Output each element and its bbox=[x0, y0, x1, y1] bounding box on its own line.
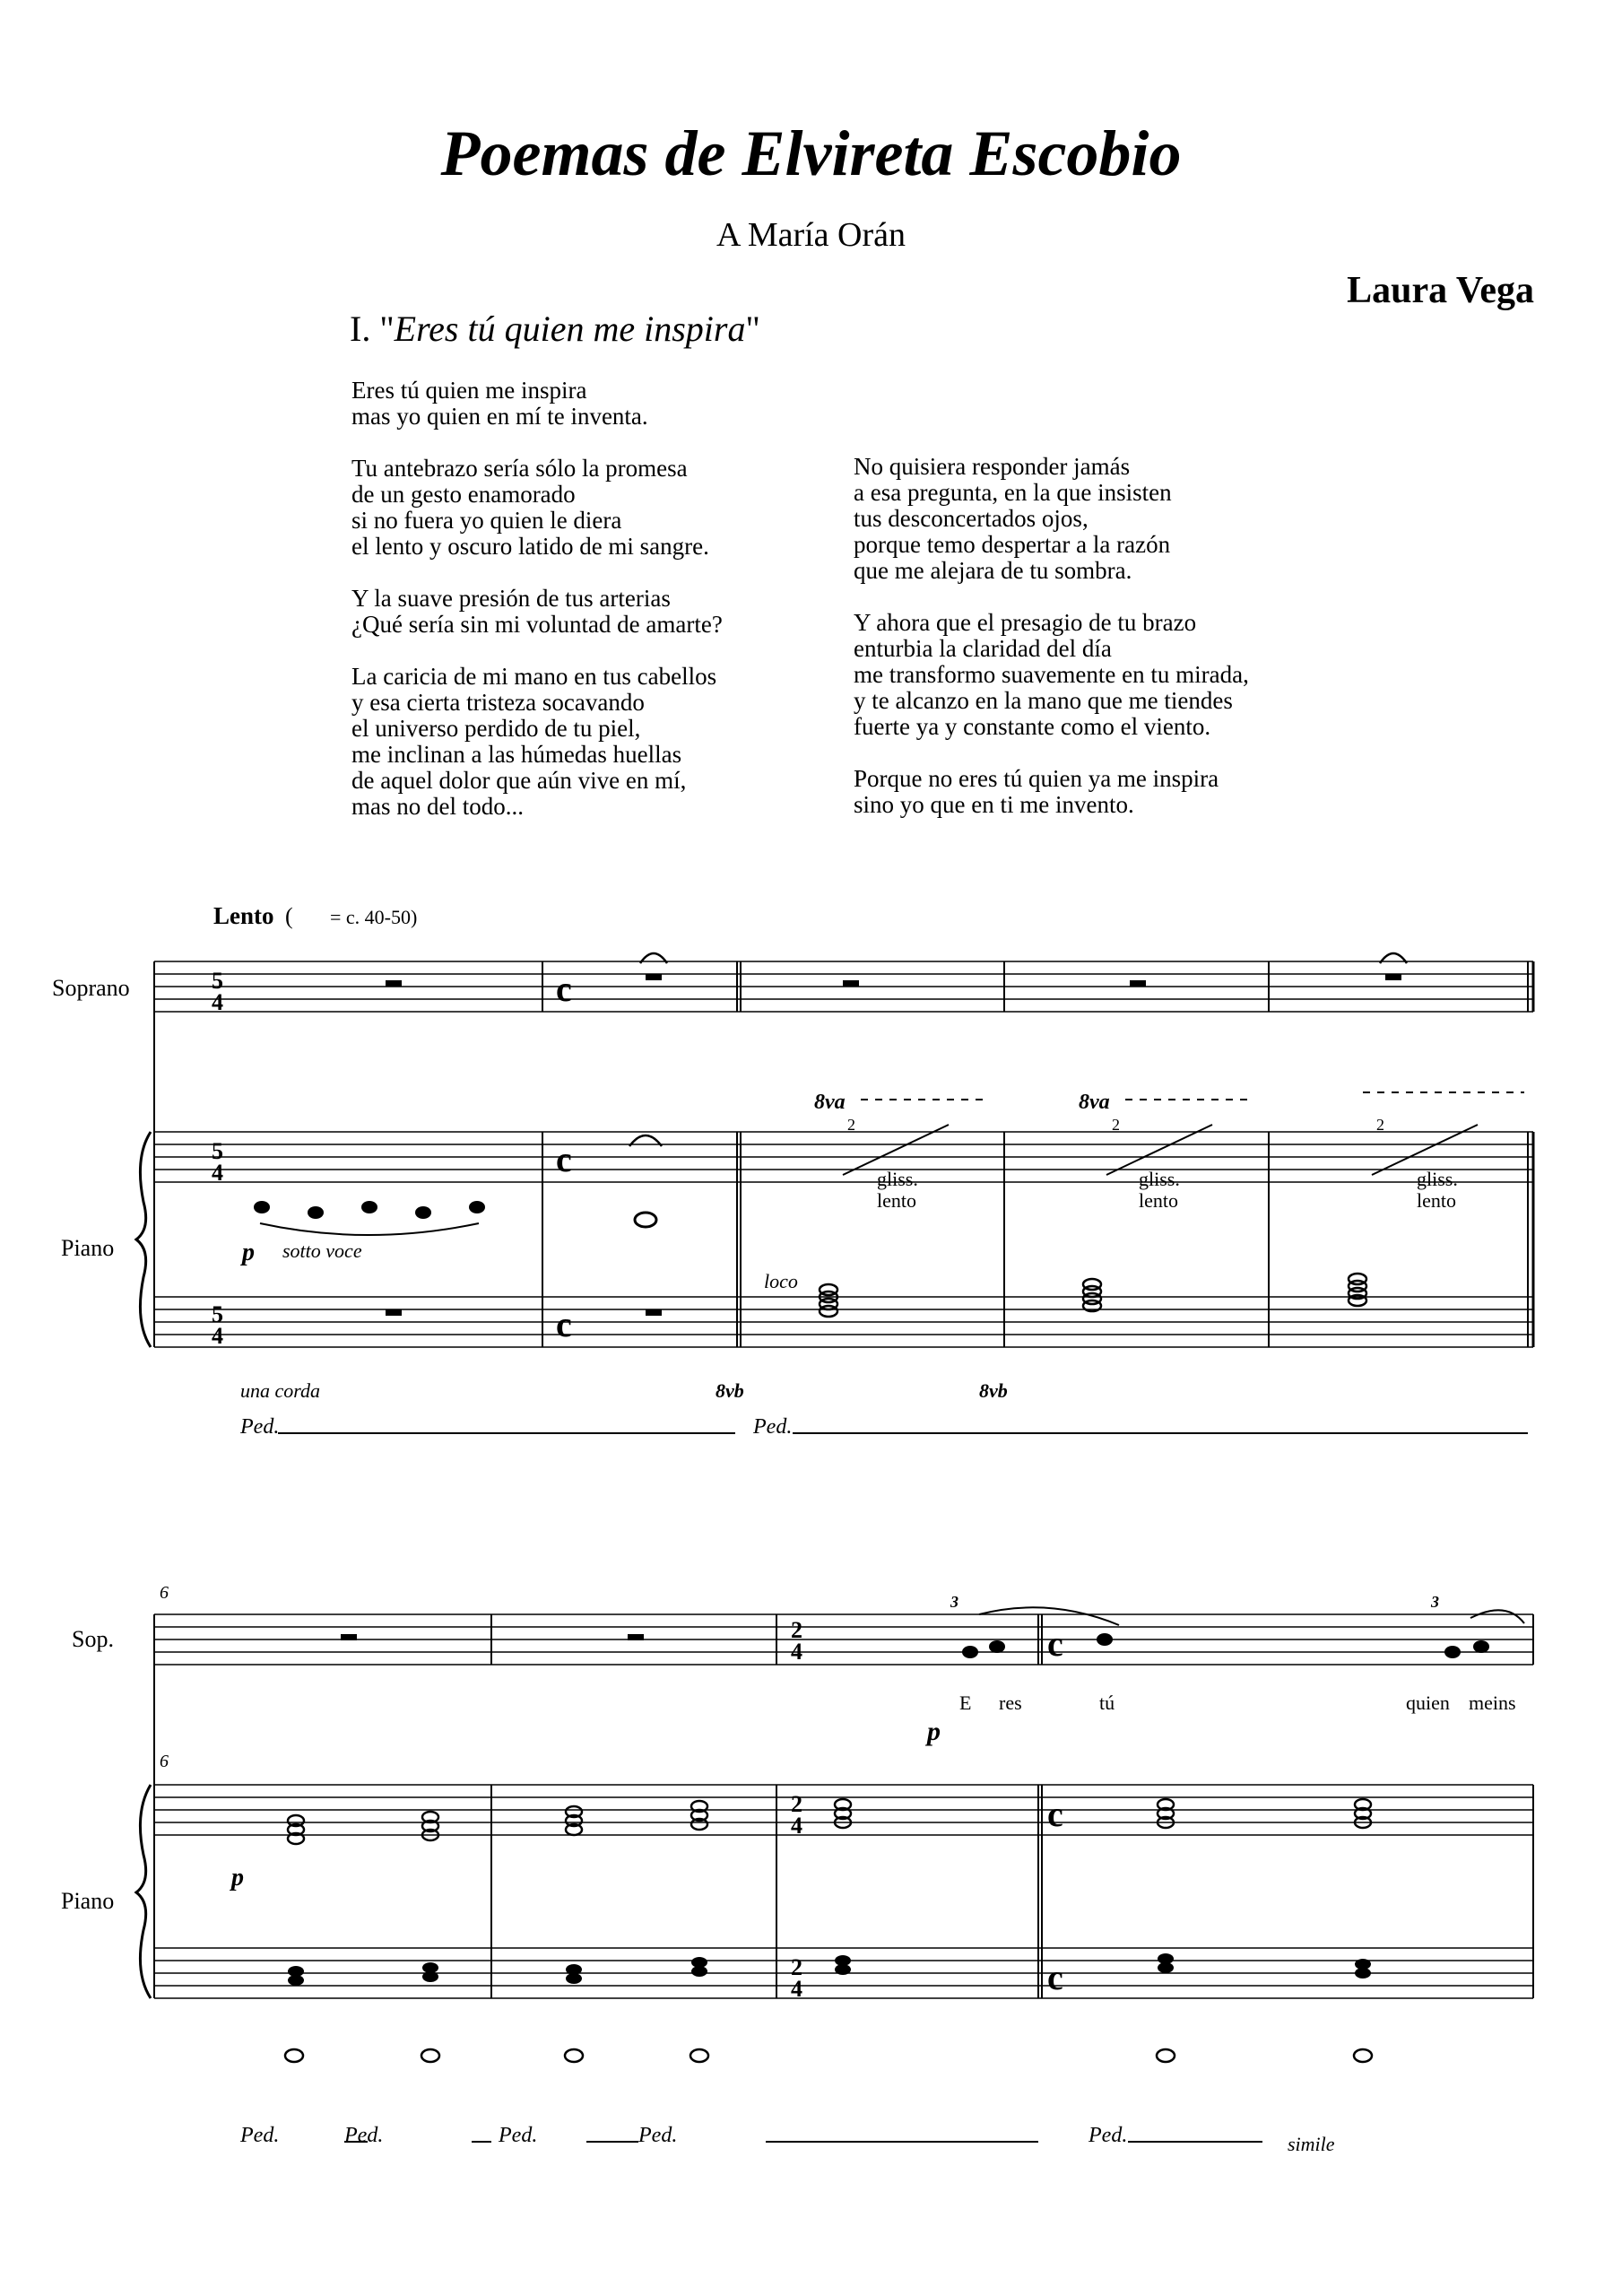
poem-line: enturbia la claridad del día bbox=[854, 635, 1112, 662]
ped-mark-1: Ped. bbox=[240, 1415, 280, 1439]
song-title-close-quote: " bbox=[745, 309, 760, 349]
whole-rest bbox=[646, 974, 662, 980]
poem-line: de aquel dolor que aún vive en mí, bbox=[351, 767, 687, 794]
whole-rest bbox=[386, 980, 402, 987]
low-half-note bbox=[285, 2049, 303, 2062]
ped-mark-3: Ped. bbox=[240, 2124, 280, 2147]
lento-m3: lento bbox=[877, 1189, 916, 1212]
piano-lh-time-sig-num: 5 bbox=[212, 1301, 223, 1327]
common-time-lh-2: c bbox=[1047, 1957, 1063, 1997]
song-title: Eres tú quien me inspira bbox=[394, 309, 746, 349]
whole-rest bbox=[628, 1634, 644, 1640]
poem-line: Porque no eres tú quien ya me inspira bbox=[854, 765, 1219, 792]
bass-note bbox=[422, 1971, 438, 1982]
ped-mark-2: Ped. bbox=[753, 1415, 793, 1439]
whole-rest bbox=[386, 1309, 402, 1316]
bass-note bbox=[835, 1964, 851, 1975]
poem-line: me inclinan a las húmedas huellas bbox=[351, 741, 682, 768]
poem-line: No quisiera responder jamás bbox=[854, 453, 1131, 480]
poem-line: y te alcanzo en la mano que me tiendes bbox=[854, 687, 1233, 714]
ped-mark-4: Ped. bbox=[344, 2124, 384, 2147]
gliss-m5: gliss. bbox=[1417, 1168, 1458, 1190]
melody-note bbox=[989, 1640, 1005, 1653]
poem-line: si no fuera yo quien le diera bbox=[351, 507, 622, 534]
whole-rest bbox=[646, 1309, 662, 1316]
bass-note bbox=[1355, 1968, 1371, 1979]
poem-line: Y la suave presión de tus arterias bbox=[351, 585, 671, 612]
poem-line: fuerte ya y constante como el viento. bbox=[854, 713, 1211, 740]
low-half-note bbox=[565, 2049, 583, 2062]
ped-mark-7: Ped. bbox=[1089, 2124, 1128, 2147]
melody-note bbox=[1097, 1633, 1113, 1646]
tempo-open-paren: ( bbox=[285, 903, 293, 929]
melody-note bbox=[962, 1646, 978, 1658]
ottava-bassa-m4: 8vb bbox=[979, 1379, 1008, 1402]
poem-line: que me alejara de tu sombra. bbox=[854, 557, 1132, 584]
ped-mark-5: Ped. bbox=[499, 2124, 538, 2147]
lyric-syllable-3: tú bbox=[1099, 1692, 1115, 1714]
page-title: Poemas de Elvireta Escobio bbox=[440, 117, 1182, 189]
common-time-lh: c bbox=[556, 1304, 572, 1344]
dynamic-p: p bbox=[242, 1239, 255, 1266]
time-sig-2-4-den: 4 bbox=[791, 1639, 802, 1665]
melody-note bbox=[1444, 1646, 1461, 1658]
dedication: A María Orán bbox=[716, 216, 906, 254]
bass-note bbox=[288, 1975, 304, 1986]
low-half-note bbox=[690, 2049, 708, 2062]
low-half-note bbox=[1354, 2049, 1372, 2062]
lh-time-sig-2-4-num: 2 bbox=[791, 1954, 802, 1980]
lyric-syllable-5: meins bbox=[1469, 1692, 1516, 1714]
lento-m4: lento bbox=[1139, 1189, 1178, 1212]
lyric-syllable-4: quien bbox=[1406, 1692, 1450, 1714]
poem-line: porque temo despertar a la razón bbox=[854, 531, 1171, 558]
bass-note bbox=[691, 1966, 707, 1977]
tempo-value: = c. 40-50) bbox=[330, 906, 418, 928]
poem-line: La caricia de mi mano en tus cabellos bbox=[351, 663, 717, 690]
poem-line: de un gesto enamorado bbox=[351, 481, 576, 508]
low-half-note bbox=[1157, 2049, 1175, 2062]
time-sig-den: 4 bbox=[212, 989, 223, 1015]
gliss-m4: gliss. bbox=[1139, 1168, 1180, 1190]
composer-name: Laura Vega bbox=[1347, 270, 1534, 311]
ottava-m4: 8va bbox=[1079, 1091, 1110, 1114]
whole-rest bbox=[341, 1634, 357, 1640]
time-sig-2-4-num: 2 bbox=[791, 1617, 802, 1643]
low-half-note bbox=[421, 2049, 439, 2062]
time-sig-num: 5 bbox=[212, 968, 223, 994]
ottava-bassa-m3: 8vb bbox=[716, 1379, 744, 1402]
tempo-marking: Lento bbox=[213, 902, 274, 929]
sotto-voce: sotto voce bbox=[282, 1239, 362, 1262]
poem-line: sino yo que en ti me invento. bbox=[854, 791, 1134, 818]
triplet-1: 3 bbox=[950, 1593, 958, 1611]
simile-marking: simile bbox=[1288, 2133, 1335, 2155]
poem-line: ¿Qué sería sin mi voluntad de amarte? bbox=[351, 611, 723, 638]
poem-line: Y ahora que el presagio de tu brazo bbox=[854, 609, 1197, 636]
piano-rh-time-sig-num: 5 bbox=[212, 1138, 223, 1164]
common-time-rh: c bbox=[556, 1139, 572, 1179]
poem-line: Tu antebrazo sería sólo la promesa bbox=[351, 455, 688, 482]
tuplet-2-m3: 2 bbox=[847, 1116, 855, 1134]
piano-brace bbox=[136, 1132, 151, 1347]
poem-line: tus desconcertados ojos, bbox=[854, 505, 1089, 532]
triplet-2: 3 bbox=[1431, 1593, 1439, 1611]
common-time-sop-2: c bbox=[1047, 1623, 1063, 1664]
quarter-note bbox=[254, 1201, 270, 1213]
staff-lines bbox=[154, 961, 1533, 1998]
quarter-note bbox=[308, 1206, 324, 1219]
poem-line: mas yo quien en mí te inventa. bbox=[351, 403, 648, 430]
dynamic-p-piano: p bbox=[231, 1864, 244, 1892]
piano-rh-time-sig-den: 4 bbox=[212, 1160, 223, 1186]
tie-slur bbox=[1470, 1610, 1524, 1623]
ped-mark-6: Ped. bbox=[638, 2124, 678, 2147]
whole-note bbox=[635, 1213, 656, 1227]
sop-label: Sop. bbox=[72, 1626, 114, 1652]
song-number: I. " bbox=[350, 309, 395, 349]
poem-line: y esa cierta tristeza socavando bbox=[351, 689, 645, 716]
ottava-m3: 8va bbox=[814, 1091, 846, 1114]
common-time-rh-2: c bbox=[1047, 1794, 1063, 1834]
quarter-note bbox=[415, 1206, 431, 1219]
whole-rest bbox=[843, 980, 859, 987]
piano-label: Piano bbox=[61, 1235, 115, 1261]
tuplet-2-m5: 2 bbox=[1376, 1116, 1384, 1134]
melody-note bbox=[1473, 1640, 1489, 1653]
phrase-slur bbox=[260, 1223, 479, 1235]
lh-time-sig-2-4-den: 4 bbox=[791, 1976, 802, 2002]
barlines bbox=[154, 961, 1533, 1998]
lento-m5: lento bbox=[1417, 1189, 1456, 1212]
common-time-sop: c bbox=[556, 969, 572, 1009]
poem-line: el lento y oscuro latido de mi sangre. bbox=[351, 533, 709, 560]
whole-rest bbox=[1130, 980, 1146, 987]
lyric-syllable-2: res bbox=[999, 1692, 1022, 1714]
quarter-note bbox=[361, 1201, 377, 1213]
gliss-m3: gliss. bbox=[877, 1168, 918, 1190]
measure-number-6-piano: 6 bbox=[160, 1752, 169, 1771]
lyric-syllable-1: E bbox=[959, 1692, 972, 1714]
poem-line: me transformo suavemente en tu mirada, bbox=[854, 661, 1249, 688]
whole-rest bbox=[1385, 974, 1401, 980]
loco-marking: loco bbox=[764, 1270, 798, 1292]
una-corda: una corda bbox=[240, 1379, 321, 1402]
rh-time-sig-2-4-num: 2 bbox=[791, 1791, 802, 1817]
measure-number-6: 6 bbox=[160, 1583, 169, 1603]
piano-label-2: Piano bbox=[61, 1888, 115, 1914]
piano-lh-time-sig-den: 4 bbox=[212, 1323, 223, 1349]
rh-time-sig-2-4-den: 4 bbox=[791, 1813, 802, 1839]
poem-line: a esa pregunta, en la que insisten bbox=[854, 479, 1172, 506]
quarter-note bbox=[469, 1201, 485, 1213]
poem-line: el universo perdido de tu piel, bbox=[351, 715, 641, 742]
bass-note bbox=[1158, 1962, 1174, 1973]
tuplet-2-m4: 2 bbox=[1112, 1116, 1120, 1134]
soprano-label: Soprano bbox=[52, 975, 130, 1001]
poem-line: Eres tú quien me inspira bbox=[351, 377, 587, 404]
poem-line: mas no del todo... bbox=[351, 793, 524, 820]
bass-note bbox=[566, 1973, 582, 1984]
dynamic-p-voice: p bbox=[927, 1717, 941, 1746]
chord-note bbox=[820, 1306, 837, 1317]
piano-brace-2 bbox=[136, 1785, 151, 1998]
